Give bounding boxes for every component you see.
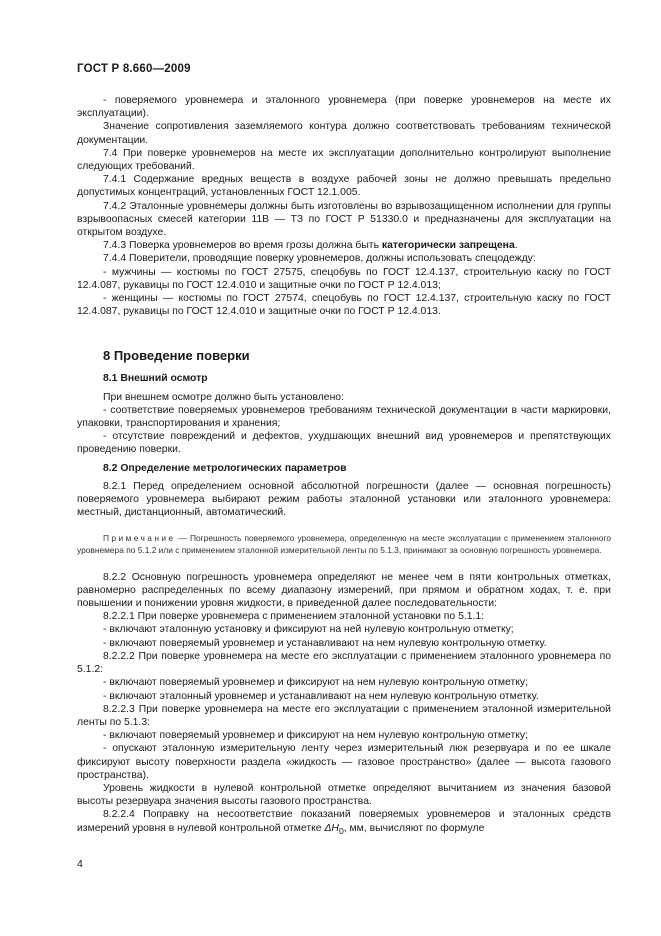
page-number: 4	[77, 858, 83, 870]
paragraph-8-2-2-2-b: - включают эталонный уровнемер и устанавливают на нем нулевую контрольную отметку.	[103, 690, 539, 702]
paragraph-8-2-2-3-a: - включают поверяемый уровнемер и фиксируют на нем нулевую контрольную отметку;	[103, 730, 528, 742]
delta-h-symbol: ΔH	[324, 822, 339, 834]
paragraph-8-2-2-4	[77, 808, 611, 837]
note-paragraph	[77, 533, 611, 556]
paragraph-8-2-1: 8.2.1 Перед определением основной абсолютной погрешности (далее — основная погрешность) поверяемого уровнемера выбирают режим работы эталонной установки или эталонного уровнемера: местный, дистанционный, автоматический.	[77, 480, 611, 519]
paragraph-7-4-3-emphasis: категорически запрещена	[381, 240, 515, 252]
note-label: Примечание	[103, 533, 176, 544]
paragraph-8-2-2-2-a: - включают поверяемый уровнемер и фиксируют на нем нулевую контрольную отметку;	[103, 677, 528, 689]
paragraph-verifying-meter: - поверяемого уровнемера и эталонного уровнемера (при поверке уровнемеров на месте их эксплуатации).	[77, 95, 611, 120]
paragraph-8-1-defects: - отсутствие повреждений и дефектов, ухудшающих внешний вид уровнемеров и препятствующих проведению поверки.	[77, 431, 611, 456]
paragraph-7-4-3-text: 7.4.3 Поверка уровнемеров во время грозы должна быть	[103, 240, 382, 252]
delta-h-subscript: 0	[338, 825, 344, 836]
paragraph-8-2-2-3: 8.2.2.3 При поверке уровнемера на месте его эксплуатации с применением эталонной измерительной ленты по 5.1.3:	[77, 703, 611, 728]
paragraph-8-2-2: 8.2.2 Основную погрешность уровнемера определяют не менее чем в пяти контрольных отметках, равномерно распределенных по всему диапазону измерений, при прямом и обратном ходах, т. е. при повышении и понижении уровня жидкости, в приведенной далее последовательности:	[77, 571, 611, 610]
paragraph-8-2-2-3-c: Уровень жидкости в нулевой контрольной отметке определяют вычитанием из значения базовой высоты резервуара значения высоты газового пространства.	[77, 782, 611, 808]
paragraph-8-1-intro: При внешнем осмотре должно быть установлено:	[103, 391, 344, 403]
paragraph-7-4-4: 7.4.4 Поверители, проводящие поверку уровнемеров, должны использовать спецодежду:	[103, 253, 536, 265]
paragraph-8-2-2-2: 8.2.2.2 При поверке уровнемера на месте его эксплуатации с применением эталонного уровнемера по 5.1.2:	[77, 650, 611, 676]
paragraph-men-clothing: - мужчины — костюмы по ГОСТ 27575, спецобувь по ГОСТ 12.4.137, строительную каску по ГОСТ 12.4.087, рукавицы по ГОСТ 12.4.010 и защитные очки по ГОСТ Р 12.4.013;	[77, 266, 611, 291]
paragraph-8-2-2-1: 8.2.2.1 При поверке уровнемера с применением эталонной установки по 5.1.1:	[103, 611, 485, 623]
section-8-1-title: 8.1 Внешний осмотр	[103, 373, 208, 385]
paragraph-7-4-1: 7.4.1 Содержание вредных веществ в воздухе рабочей зоны не должно превышать предельно допустимых концентраций, установленных ГОСТ 12.1.005.	[77, 174, 611, 199]
paragraph-7-4-3	[77, 239, 611, 252]
paragraph-8-2-2-4-text: 8.2.2.4 Поправку на несоответствие показаний поверяемых уровнемеров и эталонных средств измерений уровня в нулевой контрольной отметке	[77, 809, 611, 834]
page-body	[77, 94, 611, 838]
paragraph-8-2-2-1-a: - включают эталонную установку и фиксируют на ней нулевую контрольную отметку;	[103, 624, 514, 636]
paragraph-8-1-marking: - соответствие поверяемых уровнемеров требованиям технической документации в части маркировки, упаковки, транспортирования и хранения;	[77, 404, 611, 430]
paragraph-8-2-2-1-b: - включают поверяемый уровнемер и устанавливают на нем нулевую контрольную отметку.	[103, 637, 547, 649]
paragraph-8-2-2-4-end: , мм, вычисляют по формуле	[343, 822, 485, 834]
paragraph-7-4: 7.4 При поверке уровнемеров на месте их эксплуатации дополнительно контролируют выполнение следующих требований.	[77, 147, 611, 173]
note-text: — Погрешность поверяемого уровнемера, определенную на месте эксплуатации с применением эталонного уровнемера по 5.1.2 или с применением эталонной измерительной ленты по 5.1.3, принимают за основную погрешность уровнемера.	[77, 533, 611, 556]
paragraph-grounding-resistance: Значение сопротивления заземляемого контура должно соответствовать требованиям технической документации.	[77, 121, 611, 146]
section-8-2-title: 8.2 Определение метрологических параметров	[103, 462, 347, 474]
paragraph-7-4-3-end: .	[514, 240, 518, 252]
paragraph-7-4-2: 7.4.2 Эталонные уровнемеры должны быть изготовлены во взрывозащищенном исполнении для группы взрывоопасных смесей категории 11В — ТЗ по ГОСТ Р 51330.0 и предназначены для эксплуатации на открытом воздухе.	[77, 200, 611, 239]
paragraph-women-clothing: - женщины — костюмы по ГОСТ 27574, спецобувь по ГОСТ 12.4.137, строительную каску по ГОСТ 12.4.087, рукавицы по ГОСТ 12.4.010 и защитные очки по ГОСТ Р 12.4.013.	[77, 293, 611, 318]
section-8-title: 8 Проведение поверки	[103, 348, 250, 364]
paragraph-8-2-2-3-b: - опускают эталонную измерительную ленту через измерительный люк резервуара и по ее шкале фиксируют высоту поверхности раздела «жидкость — газовое пространство» (далее — высота газового пространства).	[77, 743, 611, 781]
page-header-doc-code: ГОСТ Р 8.660—2009	[77, 63, 191, 75]
